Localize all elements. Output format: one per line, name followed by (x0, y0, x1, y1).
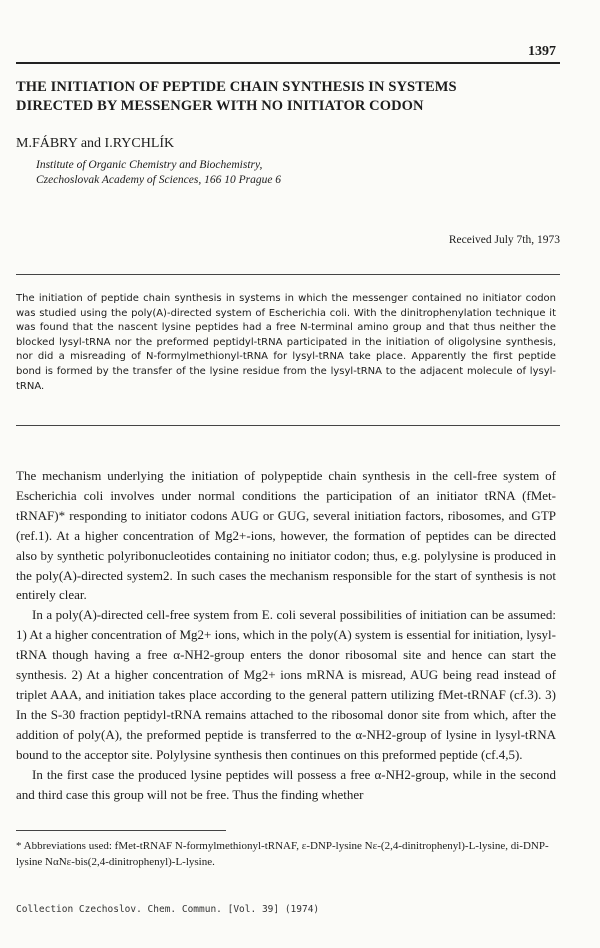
paragraph-2: In a poly(A)-directed cell-free system from E. coli several possibilities of initiation can be assumed: 1) At a higher concentration of Mg2+ ions, which in the poly(A) system is essential for initiation, lysyl-tRNA though having a free α-NH2-group enters the donor ribosomal site and hence can start the synthesis. 2) At a higher concentration of Mg2+ ions mRNA is misread, AUG being read instead of triplet AAA, and initiation takes place according to the general pattern utilizing fMet-tRNAF (cf.3). 3) In the S-30 fraction peptidyl-tRNA remains attached to the ribosomal donor site from which, after the addition of poly(A), the preformed peptide is transferred to the α-NH2-group of lysine in lysyl-tRNA bound to the acceptor site. Polylysine synthesis then continues on this preformed peptide (cf.4,5). (16, 607, 556, 762)
paper-title: THE INITIATION OF PEPTIDE CHAIN SYNTHESIS IN SYSTEMS DIRECTED BY MESSENGER WITH NO INITIATOR CODON (16, 79, 457, 114)
abstract: The initiation of peptide chain synthesis in systems in which the messenger contained no initiator codon was studied using the poly(A)-directed system of Escherichia coli. With the dinitrophenylation technique it was found that the nascent lysine peptides had a free N-terminal amino group and that thus neither the blocked lysyl-tRNA nor the preformed peptidyl-tRNA participated in the initiation of oligolysine synthesis, nor did a misreading of N-formylmethionyl-tRNA for lysyl-tRNA take place. Apparently the first peptide bond is formed by the transfer of the lysine residue from the lysyl-tRNA to the adjacent molecule of lysyl-tRNA. (16, 293, 556, 392)
received-date: Received July 7th, 1973 (448, 234, 560, 246)
paragraph-3: In the first case the produced lysine peptides will possess a free α-NH2-group, while in the second and third case this group will not be free. Thus the finding whether (16, 766, 556, 802)
authors: M.FÁBRY and I.RYCHLÍK (16, 136, 175, 151)
page-number: 1397 (528, 44, 556, 59)
footnote-rule (16, 830, 226, 831)
body-text (16, 466, 556, 804)
paragraph-1: The mechanism underlying the initiation of polypeptide chain synthesis in the cell-free system of Escherichia coli involves under normal conditions the participation of an initiator tRNA (fMet-tRNAF)* responding to initiator codons AUG or GUG, several initiation factors, ribosomes, and GTP (ref.1). At a higher concentration of Mg2+-ions, however, the formation of peptides can be directed also by synthetic polyribonucleotides containing no initiator codon; thus, e.g. polylysine is produced in the poly(A)-directed system2. In such cases the mechanism responsible for the start of synthesis is not entirely clear. (16, 468, 556, 603)
footnote: * Abbreviations used: fMet-tRNAF N-formylmethionyl-tRNAF, ε-DNP-lysine Nε-(2,4-dinitrophenyl)-L-lysine, di-DNP-lysine NαNε-bis(2,4-dinitrophenyl)-L-lysine. (16, 840, 549, 868)
journal-footer: Collection Czechoslov. Chem. Commun. [Vol. 39] (1974) (16, 904, 320, 915)
affiliation (36, 158, 281, 188)
abstract-top-rule (16, 274, 560, 275)
affiliation-line-2: Czechoslovak Academy of Sciences, 166 10 Prague 6 (36, 174, 282, 186)
abstract-bottom-rule (16, 425, 560, 426)
header-rule (16, 62, 560, 64)
affiliation-line-1: Institute of Organic Chemistry and Biochemistry, (36, 159, 263, 171)
